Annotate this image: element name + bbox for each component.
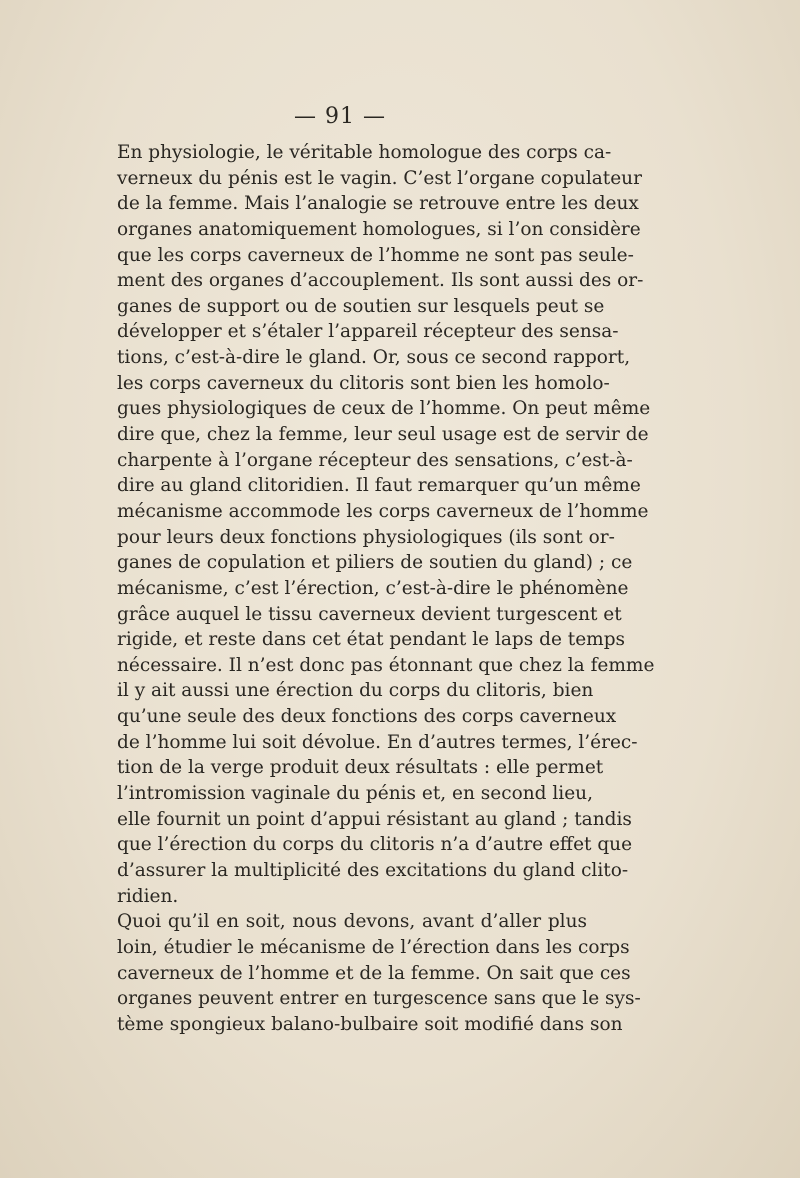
text-line: Quoi qu’il en soit, nous devons, avant d’aller plus — [117, 911, 587, 933]
text-line: qu’une seule des deux fonctions des corps caverneux — [117, 706, 617, 728]
text-line: que les corps caverneux de l’homme ne sont pas seule- — [117, 244, 634, 266]
text-line: développer et s’étaler l’appareil récepteur des sensa- — [117, 321, 619, 343]
text-line: En physiologie, le véritable homologue des corps ca- — [117, 142, 612, 163]
text-line: dire que, chez la femme, leur seul usage est de servir de — [117, 424, 649, 446]
text-line: ganes de copulation et piliers de soutien du gland) ; ce — [117, 552, 633, 574]
text-line: nécessaire. Il n’est donc pas étonnant que chez la femme — [117, 654, 655, 676]
text-line: tions, c’est-à-dire le gland. Or, sous ce second rapport, — [117, 347, 631, 369]
text-line: l’intromission vaginale du pénis et, en second lieu, — [117, 783, 593, 805]
text-line: organes peuvent entrer en turgescence sans que le sys- — [117, 988, 641, 1010]
text-line: que l’érection du corps du clitoris n’a d’autre effet que — [117, 834, 633, 856]
body-text — [117, 140, 655, 1037]
text-line: les corps caverneux du clitoris sont bien les homolo- — [117, 372, 610, 394]
text-line: loin, étudier le mécanisme de l’érection dans les corps — [117, 936, 630, 958]
text-line: mécanisme, c’est l’érection, c’est-à-dire le phénomène — [117, 577, 629, 599]
text-line: charpente à l’organe récepteur des sensations, c’est-à- — [117, 449, 633, 471]
text-line: pour leurs deux fonctions physiologiques (ils sont or- — [117, 526, 615, 548]
text-line: elle fournit un point d’appui résistant au gland ; tandis — [117, 808, 632, 830]
text-line: mécanisme accommode les corps caverneux de l’homme — [117, 500, 649, 522]
text-line: tème spongieux balano-bulbaire soit modifié dans son — [117, 1013, 623, 1035]
text-line: ganes de support ou de soutien sur lesquels peut se — [117, 295, 605, 317]
text-line: de la femme. Mais l’analogie se retrouve entre les deux — [117, 193, 639, 215]
text-line: ment des organes d’accouplement. Ils sont aussi des or- — [117, 270, 644, 292]
text-line: dire au gland clitoridien. Il faut remarquer qu’un même — [117, 475, 641, 497]
text-line: rigide, et reste dans cet état pendant le laps de temps — [117, 629, 626, 651]
text-line: d’assurer la multiplicité des excitations du gland clito- — [117, 859, 629, 881]
text-line: grâce auquel le tissu caverneux devient turgescent et — [117, 603, 622, 625]
text-line: gues physiologiques de ceux de l’homme. On peut même — [117, 398, 651, 420]
text-line: il y ait aussi une érection du corps du clitoris, bien — [117, 680, 594, 702]
text-line: caverneux de l’homme et de la femme. On sait que ces — [117, 962, 631, 984]
text-line: verneux du pénis est le vagin. C’est l’organe copulateur — [117, 167, 642, 189]
page-number: — 91 — — [294, 104, 386, 129]
text-line: ridien. — [117, 885, 179, 907]
text-line: de l’homme lui soit dévolue. En d’autres termes, l’érec- — [117, 731, 638, 753]
text-line: tion de la verge produit deux résultats : elle permet — [117, 757, 604, 779]
text-line: organes anatomiquement homologues, si l’on considère — [117, 218, 641, 240]
